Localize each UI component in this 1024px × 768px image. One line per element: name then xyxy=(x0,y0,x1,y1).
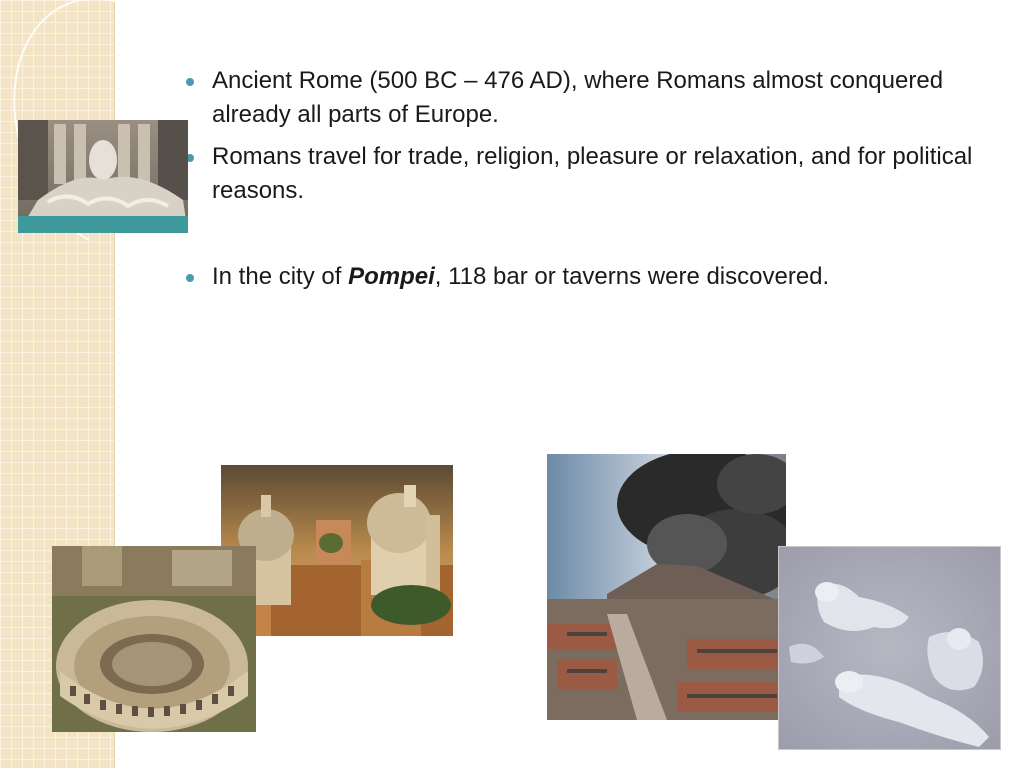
colosseum-photo xyxy=(52,546,256,732)
trevi-fountain-photo xyxy=(18,120,188,233)
slide-body xyxy=(186,64,986,294)
bullet-item xyxy=(186,140,986,208)
bullet-text: Romans travel for trade, religion, pleasure or relaxation, and for political reasons. xyxy=(212,143,973,204)
bullet-item xyxy=(186,64,986,132)
bullet-text-emphasis: Pompei xyxy=(348,263,435,290)
vesuvius-eruption-photo xyxy=(547,454,786,720)
bullet-text-suffix: , 118 bar or taverns were discovered. xyxy=(434,263,830,290)
bullet-dot-icon xyxy=(186,274,194,282)
bullet-text: Ancient Rome (500 BC – 476 AD), where Romans almost conquered already all parts of Europe. xyxy=(212,67,944,128)
bullet-dot-icon xyxy=(186,78,194,86)
bullet-item xyxy=(186,260,986,294)
bullet-text-prefix: In the city of xyxy=(212,263,349,290)
pompeii-casts-photo xyxy=(778,546,1001,750)
